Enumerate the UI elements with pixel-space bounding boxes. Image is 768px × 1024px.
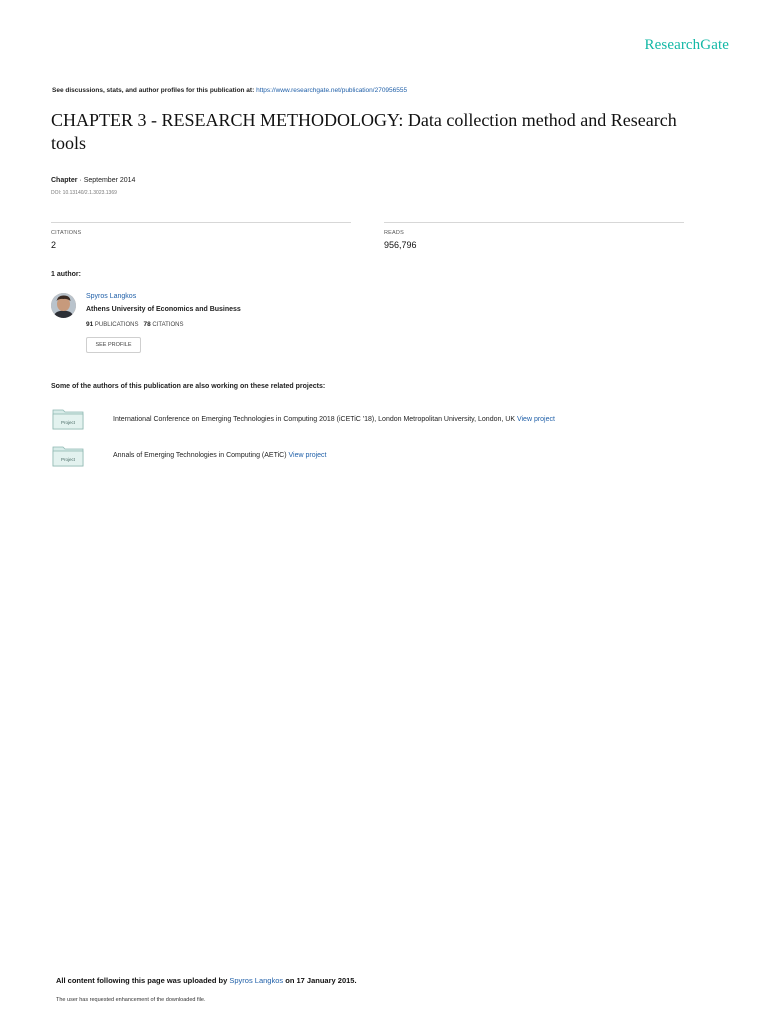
author-name-link[interactable]: Spyros Langkos [86,293,137,300]
doi: DOI: 10.13140/2.1.3023.1369 [51,190,117,196]
upload-notice [56,976,357,985]
author-avatar[interactable] [51,293,76,318]
folder-icon [52,445,84,467]
project-title: Annals of Emerging Technologies in Computing (AETiC) [113,452,287,459]
publication-type: Chapter [51,177,78,184]
intro-text: See discussions, stats, and author profiles for this publication at: [52,87,255,94]
publication-title: CHAPTER 3 - RESEARCH METHODOLOGY: Data collection method and Research tools [51,110,677,153]
citations-divider [51,222,351,223]
view-project-link[interactable]: View project [288,452,327,459]
intro-line [52,87,407,94]
citations-label: CITATIONS [51,230,82,236]
project-icon-label: Project [60,457,76,462]
folder-icon [52,408,84,430]
reads-value: 956,796 [384,240,417,250]
project-item [113,416,555,423]
related-projects-heading: Some of the authors of this publication are also working on these related projects: [51,383,326,390]
project-item [113,452,327,459]
publications-label: PUBLICATIONS [94,322,139,328]
researchgate-logo[interactable]: ResearchGate [644,37,729,53]
meta-separator: · [77,177,84,184]
publication-date: September 2014 [83,177,136,184]
upload-notice-prefix: All content following this page was uploaded by [56,976,228,985]
publication-meta [51,177,135,184]
publication-url-link[interactable]: https://www.researchgate.net/publication/270956555 [256,87,408,94]
project-icon-label: Project [60,420,76,425]
enhancement-note: The user has requested enhancement of the downloaded file. [56,997,206,1003]
upload-notice-suffix: on 17 January 2015. [285,976,357,985]
view-project-link[interactable]: View project [516,416,555,423]
reads-label: READS [384,230,404,236]
author-stats [86,321,184,328]
project-folder-icon[interactable] [52,445,84,467]
citations-value: 2 [51,240,57,250]
project-title: International Conference on Emerging Technologies in Computing 2018 (iCETiC '18), London Metropolitan University, London, UK [113,416,515,423]
uploader-link[interactable]: Spyros Langkos [229,976,284,985]
see-profile-button[interactable]: SEE PROFILE [86,337,141,353]
project-folder-icon[interactable] [52,408,84,430]
publications-count: 91 [86,321,94,328]
authors-heading: 1 author: [51,271,81,278]
author-affiliation: Athens University of Economics and Business [86,306,241,313]
reads-divider [384,222,684,223]
author-photo [51,293,76,318]
author-citations-count: 78 [143,321,151,328]
author-citations-label: CITATIONS [152,322,184,328]
